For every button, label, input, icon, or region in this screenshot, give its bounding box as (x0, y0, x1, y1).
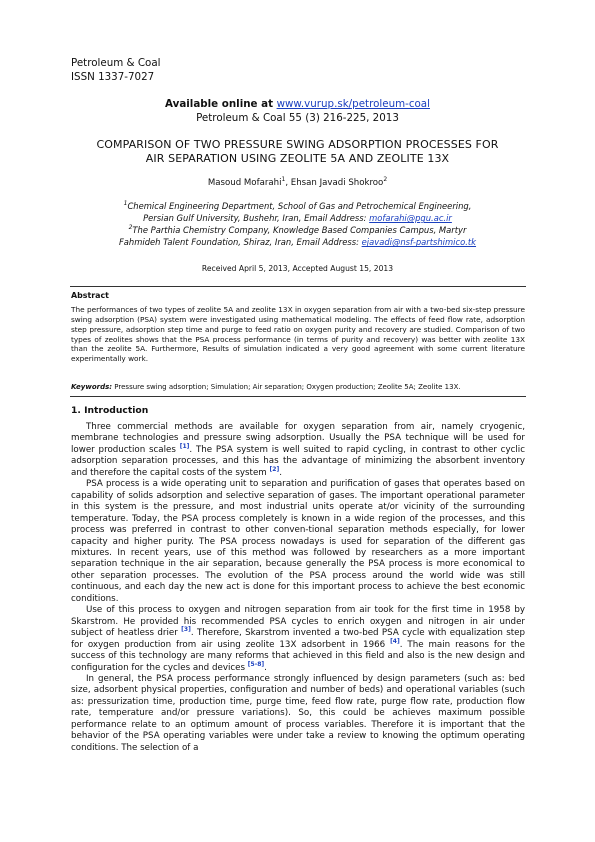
journal-header (71, 56, 161, 84)
citation-ref[interactable]: [4] (390, 637, 400, 645)
introduction-body (71, 422, 525, 754)
author-affil-mark: 2 (383, 176, 388, 184)
citation-ref[interactable]: [1] (179, 443, 190, 451)
abstract-top-rule (70, 286, 526, 287)
author-list (0, 178, 595, 188)
affil-mark: 1 (123, 200, 128, 208)
paragraph: Three commercial methods are available for oxygen separation from air, namely cryogenic, membrane technologies and pressure swing adsorption. Usually the PSA technique will be used for lower production scales [1]. The PSA system is well suited to rapid cycling, in contrast to other cyclic adsorption separation processes, and this has the advantage of minimizing the absorbent inventory and therefore the capital costs of the system [2]. (71, 422, 525, 478)
title-line-1: COMPARISON OF TWO PRESSURE SWING ADSORPTION PROCESSES FOR (96, 138, 499, 151)
available-label: Available online at (165, 98, 277, 110)
availability-block (0, 97, 595, 125)
author-separator: , (285, 178, 291, 188)
affiliation-1: $^1$Chemical Engineering Department, School of Gas and Petrochemical Engineering, Persian Gulf University, Bushehr, Iran, Email Address: mofarahi@pgu.ac.ir (123, 200, 472, 224)
paragraph: Use of this process to oxygen and nitrogen separation from air took for the first time in 1958 by Skarstrom. He provided his recommended PSA cycles to enrich oxygen and nitrogen in air under subject of heatless drier [3]. Therefore, Skarstrom invented a two-bed PSA cycle with equalization step for oxygen production from air using zeolite 13X adsorbent in 1966 [4]. The main reasons for the success of this technology are many reforms that achieved in this field and also is the new design and configuration for the cycles and devices [5-8]. (71, 605, 525, 673)
keywords (71, 382, 525, 392)
keywords-label: Keywords: (71, 383, 113, 391)
received-dates: Received April 5, 2013, Accepted August 15, 2013 (201, 264, 394, 273)
paper-title (60, 138, 535, 166)
abstract-text: The performances of two types of zeolite 5A and zeolite 13X in oxygen separation from air with a two-bed six-step pressure swing adsorption (PSA) system were investigated using mathematical modeling. The effects of feed flow rate, adsorption step pressure, adsorption step time and purge to feed ratio on oxygen purity and recovery are studied. Comparison of two types of zeolites shows that the PSA process performance (in terms of purity and recovery) was better with zeolite 13X than the zeolite 5A. Furthermore, Results of simulation indicated a very good agreement with some current literature experimentally work. (71, 305, 525, 364)
email-link[interactable]: mofarahi@pgu.ac.ir (369, 213, 452, 224)
journal-name: Petroleum & Coal (71, 57, 161, 69)
citation-line: Petroleum & Coal 55 (3) 216-225, 2013 (196, 112, 399, 124)
author-name: Masoud Mofarahi (207, 178, 282, 188)
journal-link[interactable]: www.vurup.sk/petroleum-coal (276, 98, 430, 110)
abstract-bottom-rule (70, 396, 526, 397)
email-link[interactable]: ejavadi@nsf-partshimico.tk (361, 237, 477, 248)
paragraph: PSA process is a wide operating unit to separation and purification of gases that operates based on capability of solids adsorption and selective separation of gases. The important operational parameter in this system is the pressure, and most industrial units operate at/or vicinity of the surrounding temperature. Today, the PSA process completely is known in a wide region of the processes, and this process was preferred in contrast to other conven-tional separation methods especially, for lower capacity and higher purity. The PSA process nowadays is used for separation of the different gas mixtures. In recent years, use of this method was followed by researchers as a more important separation technique in the air separation, because generally the PSA process is more economical to other separation processes. The evolution of the PSA process around the world wide was still continuous, and each day the new act is done for this important process to achieve the best economic conditions. (71, 479, 525, 604)
author-name: Ehsan Javadi Shokroo (290, 178, 384, 188)
citation-ref[interactable]: [5-8] (247, 660, 265, 668)
keywords-list: Pressure swing adsorption; Simulation; Air separation; Oxygen production; Zeolite 5A; Zeolite 13X. (112, 383, 461, 391)
journal-issn: ISSN 1337-7027 (71, 71, 155, 83)
affiliation-2: $^2$The Parthia Chemistry Company, Knowledge Based Companies Campus, Martyr Fahmideh Talent Foundation, Shiraz, Iran, Email Address: ejavadi@nsf-partshimico.tk (118, 224, 477, 248)
abstract-heading: Abstract (71, 291, 109, 300)
citation-ref[interactable]: [2] (269, 465, 280, 473)
paragraph: In general, the PSA process performance strongly influenced by design parameters (such as: bed size, adsorbent physical properties, configuration and number of beds) and operational variables (such as: pressurization time, production time, purge time, feed flow rate, purge flow rate, production flow rate, temperature and/or pressure variations). So, this could be achieves maximum possible performance relate to an optimum amount of process variables. Therefore it is important that the behavior of the PSA operating variables were under take a review to knowing the optimum operating conditions. The selection of a (71, 673, 525, 753)
section-heading: 1. Introduction (71, 405, 149, 416)
affil-mark: 2 (128, 224, 133, 232)
affiliations (62, 200, 533, 248)
availability-line (0, 97, 595, 111)
citation-ref[interactable]: [3] (181, 626, 191, 634)
title-line-2: AIR SEPARATION USING ZEOLITE 5A AND ZEOLITE 13X (145, 152, 450, 165)
author-affil-mark: 1 (281, 176, 286, 184)
